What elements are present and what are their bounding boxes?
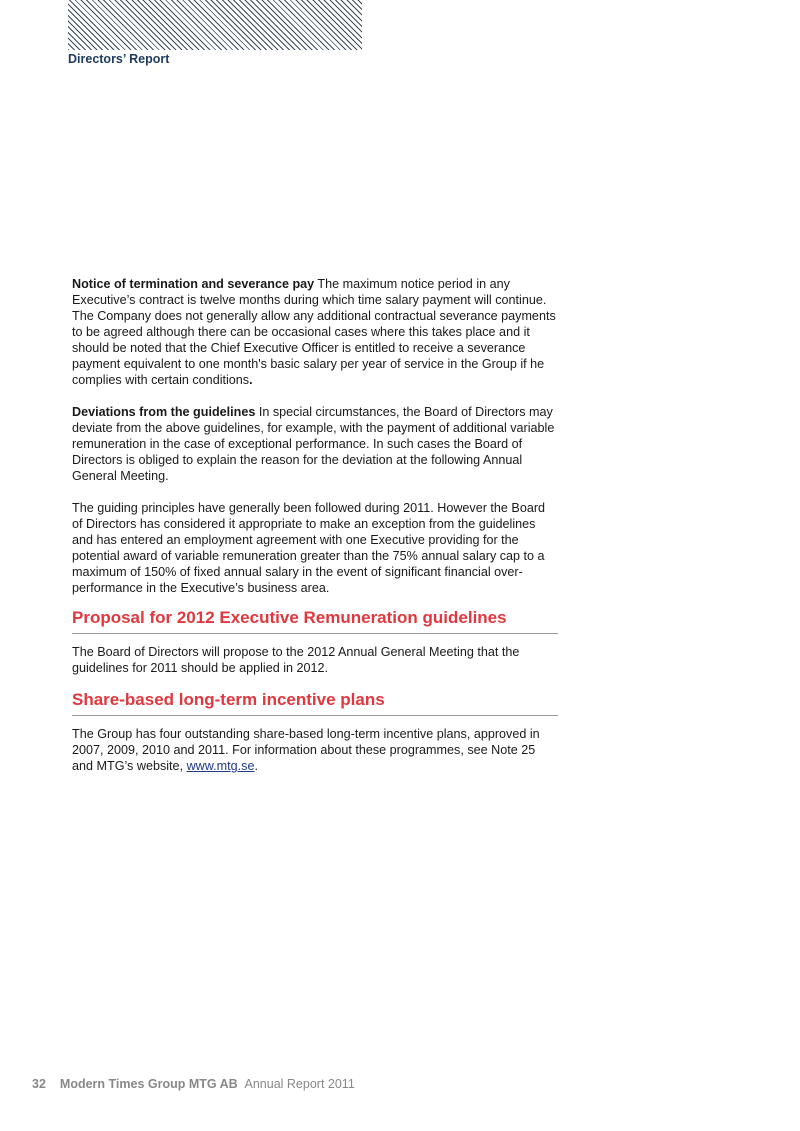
proposal-heading: Proposal for 2012 Executive Remuneration guidelines	[72, 608, 558, 634]
section-label: Directors’ Report	[68, 52, 170, 66]
header-hatch-decoration	[68, 0, 362, 50]
main-content	[72, 276, 558, 790]
deviations-lead: Deviations from the guidelines	[72, 405, 256, 419]
share-based-end: .	[254, 759, 258, 773]
page-number: 32	[32, 1077, 46, 1091]
termination-lead: Notice of termination and severance pay	[72, 277, 315, 291]
mtg-website-link[interactable]: www.mtg.se	[186, 759, 255, 773]
share-based-body: The Group has four outstanding share-based long-term incentive plans, approved in 2007, 2009, 2010 and 2011. For information about these programmes, see Note 25 and MTG’s website,	[72, 727, 540, 773]
footer-company: Modern Times Group MTG AB	[59, 1077, 238, 1091]
termination-paragraph	[72, 276, 558, 388]
termination-end: .	[249, 373, 253, 387]
share-based-heading: Share-based long-term incentive plans	[72, 690, 558, 716]
page-footer	[32, 1077, 355, 1091]
deviations-paragraph	[72, 404, 558, 484]
footer-report: Annual Report 2011	[244, 1077, 355, 1091]
termination-body: The maximum notice period in any Executive’s contract is twelve months during which time salary payment will continue. The Company does not generally allow any additional contractual severance payments to be agreed although there can be occasional cases where this takes place and it should be noted that the Chief Executive Officer is entitled to receive a severance payment equivalent to one month's basic salary per year of service in the Group if he complies with certain conditions	[72, 277, 556, 387]
proposal-paragraph: The Board of Directors will propose to the 2012 Annual General Meeting that the guidelines for 2011 should be applied in 2012.	[72, 645, 520, 675]
share-based-paragraph	[72, 726, 558, 774]
deviations-body: In special circumstances, the Board of Directors may deviate from the above guidelines, for example, with the payment of additional variable remuneration in the case of exceptional performance. In such cases the Board of Directors is obliged to explain the reason for the deviation at the following Annual General Meeting.	[72, 405, 555, 483]
principles-paragraph: The guiding principles have generally been followed during 2011. However the Board of Directors has considered it appropriate to make an exception from the guidelines and has entered an employment agreement with one Executive providing for the potential award of variable remuneration greater than the 75% annual salary cap to a maximum of 150% of fixed annual salary in the event of significant financial over-performance in the Executive’s business area.	[72, 501, 546, 595]
